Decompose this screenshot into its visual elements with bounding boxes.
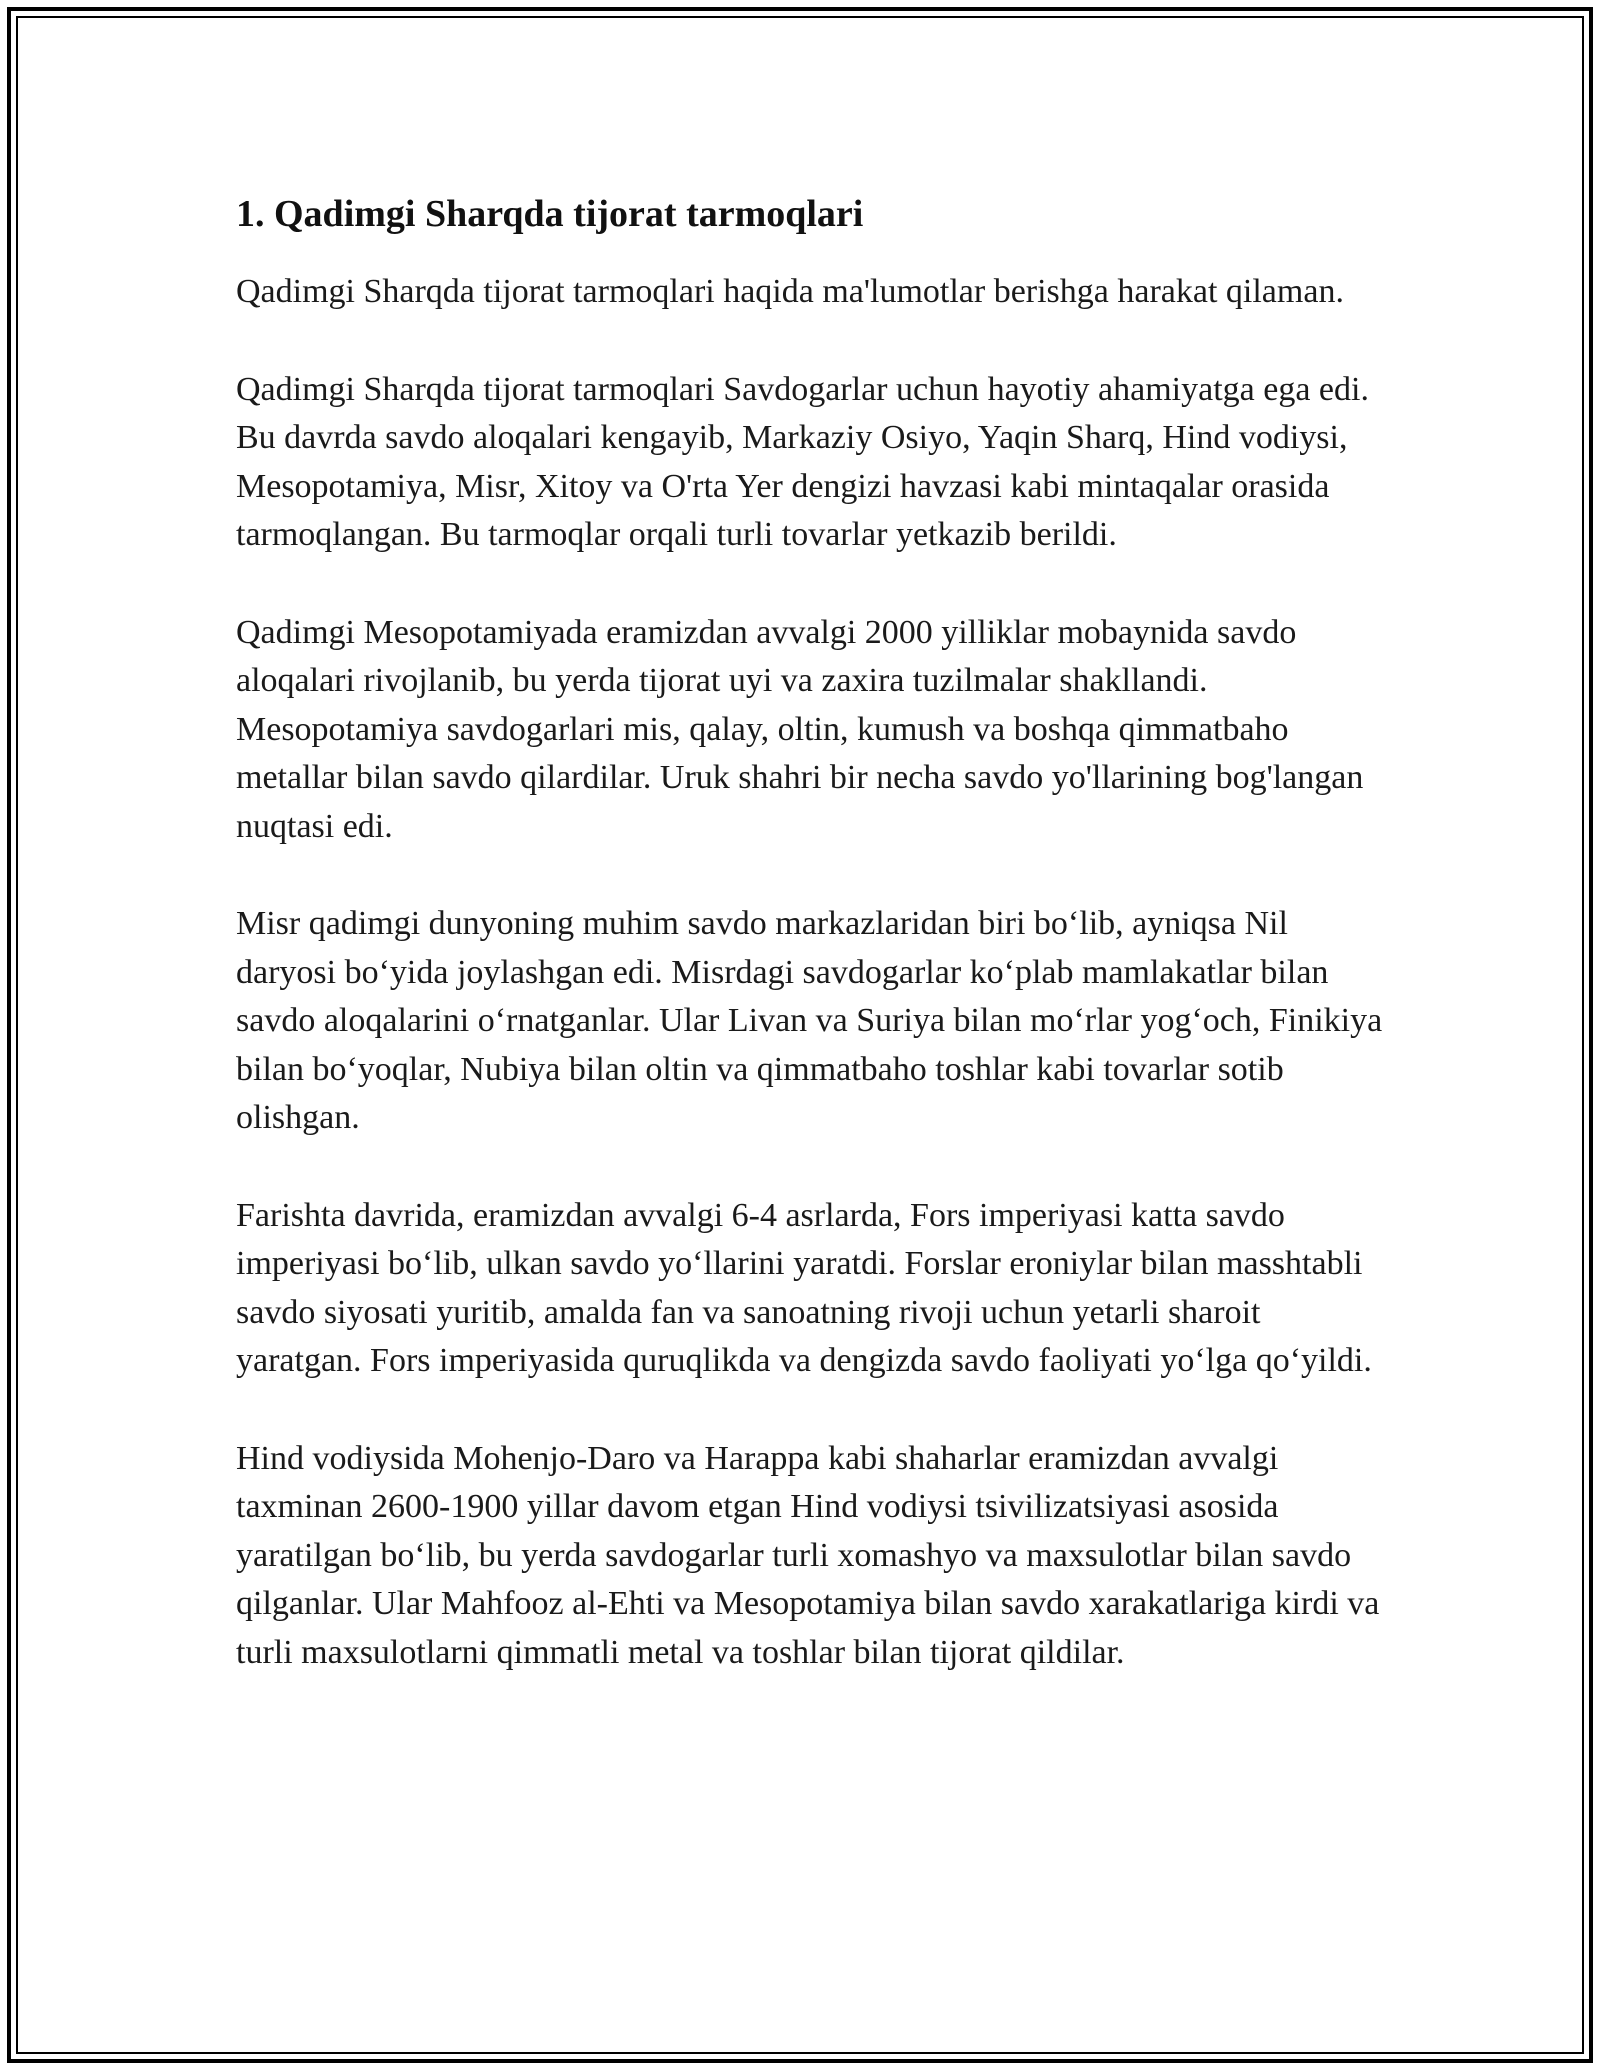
document-body (236, 188, 1386, 1726)
paragraph-mesopotamia: Qadimgi Mesopotamiyada eramizdan avvalgi 2000 yilliklar mobaynida savdo aloqalari rivojlanib, bu yerda tijorat uyi va zaxira tuzilmalar shakllandi. Mesopotamiya savdogarlari mis, qalay, oltin, kumush va boshqa qimmatbaho metallar bilan savdo qilardilar. Uruk shahri bir necha savdo yo'llarining bog'langan nuqtasi edi. (236, 613, 1364, 845)
section-heading: 1. Qadimgi Sharqda tijorat tarmoqlari (236, 193, 864, 235)
paragraph-indus-valley: Hind vodiysida Mohenjo-Daro va Harappa kabi shaharlar eramizdan avvalgi taxminan 2600-1900 yillar davom etgan Hind vodiysi tsivilizatsiyasi asosida yaratilgan bo‘lib, bu yerda savdogarlar turli xomashyo va maxsulotlar bilan savdo qilganlar. Ular Mahfooz al-Ehti va Mesopotamiya bilan savdo xarakatlariga kirdi va turli maxsulotlarni qimmatli metal va toshlar bilan tijorat qildilar. (236, 1439, 1380, 1671)
paragraph-persia: Farishta davrida, eramizdan avvalgi 6-4 asrlarda, Fors imperiyasi katta savdo imperiyasi bo‘lib, ulkan savdo yo‘llarini yaratdi. Forslar eroniylar bilan masshtabli savdo siyosati yuritib, amalda fan va sanoatning rivoji uchun yetarli sharoit yaratgan. Fors imperiyasida quruqlikda va dengizda savdo faoliyati yo‘lga qo‘yildi. (236, 1196, 1372, 1379)
paragraph-egypt: Misr qadimgi dunyoning muhim savdo markazlaridan biri bo‘lib, ayniqsa Nil daryosi bo‘yida joylashgan edi. Misrdagi savdogarlar ko‘plab mamlakatlar bilan savdo aloqalarini o‘rnatganlar. Ular Livan va Suriya bilan mo‘rlar yog‘och, Finikiya bilan bo‘yoqlar, Nubiya bilan oltin va qimmatbaho toshlar kabi tovarlar sotib olishgan. (236, 905, 1383, 1136)
paragraph-intro: Qadimgi Sharqda tijorat tarmoqlari haqida ma'lumotlar berishga harakat qilaman. (236, 273, 1344, 310)
paragraph-trade-networks: Qadimgi Sharqda tijorat tarmoqlari Savdogarlar uchun hayotiy ahamiyatga ega edi. Bu davrda savdo aloqalari kengayib, Markaziy Osiyo, Yaqin Sharq, Hind vodiysi, Mesopotamiya, Misr, Xitoy va O'rta Yer dengizi havzasi kabi mintaqalar orasida tarmoqlangan. Bu tarmoqlar orqali turli tovarlar yetkazib berildi. (236, 370, 1369, 553)
